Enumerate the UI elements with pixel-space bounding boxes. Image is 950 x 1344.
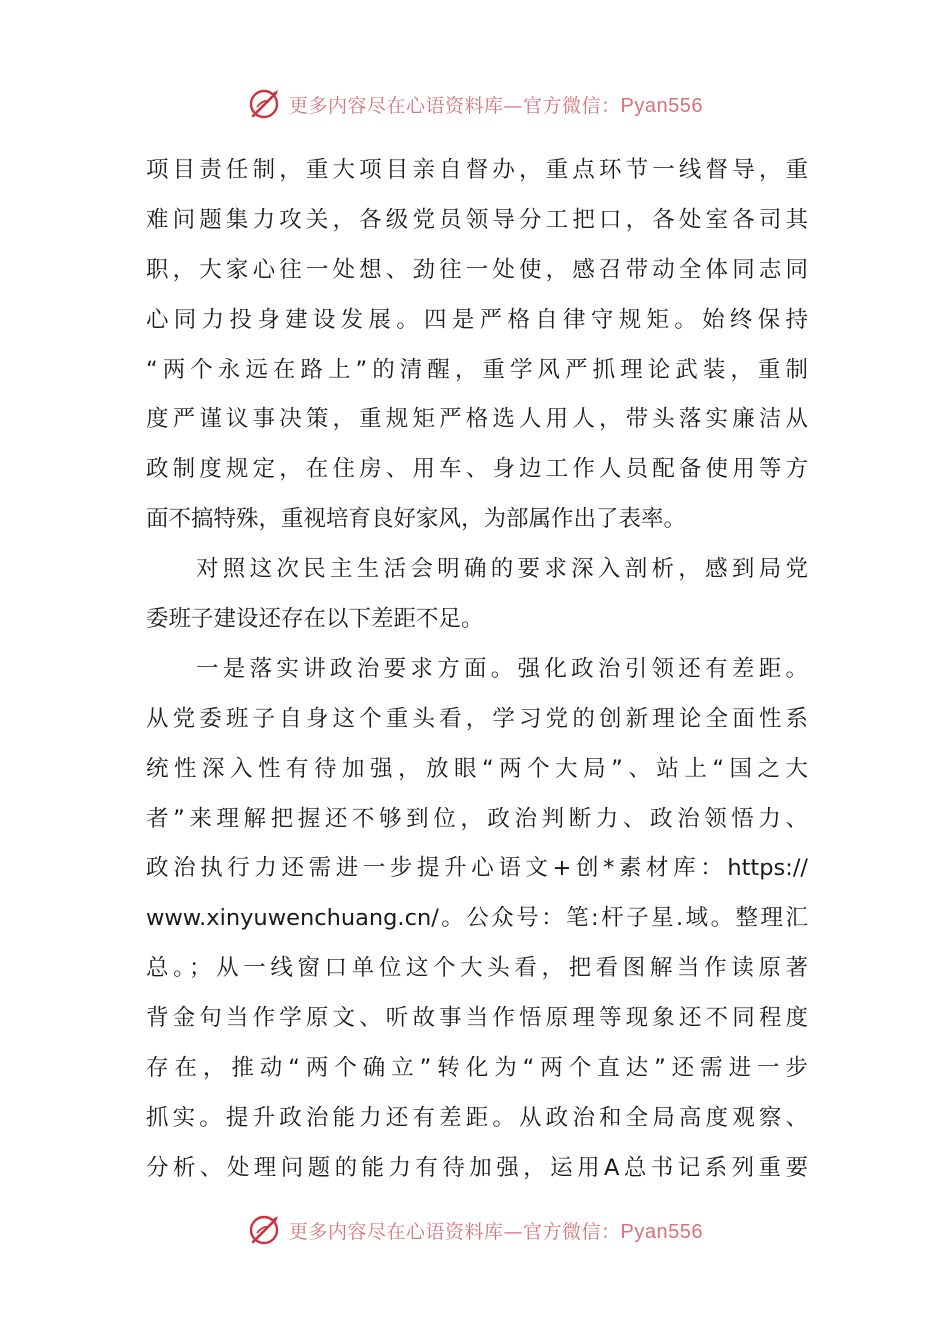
body-line-10: 委班子建设还存在以下差距不足。 bbox=[146, 606, 484, 633]
body-line-8: 面不搞特殊，重视培育良好家风，为部属作出了表率。 bbox=[146, 506, 687, 533]
body-line-11: 一是落实讲政治要求方面。强化政治引领还有差距。 bbox=[196, 655, 808, 682]
footer-banner-text bbox=[289, 1217, 703, 1244]
body-line-4: 心同力投身建设发展。四是严格自律守规矩。始终保持 bbox=[146, 306, 808, 333]
body-line-13: 统性深入性有待加强，放眼“两个大局”、站上“国之大 bbox=[146, 755, 808, 782]
body-line-20: 抓实。提升政治能力还有差距。从政治和全局高度观察、 bbox=[146, 1104, 808, 1131]
body-line-2: 难问题集力攻关，各级党员领导分工把口，各处室各司其 bbox=[146, 206, 808, 233]
document-body bbox=[146, 146, 808, 1194]
body-line-15: 政治执行力还需进一步提升心语文+创*素材库：https:// bbox=[146, 855, 808, 882]
body-line-3: 职，大家心往一处想、劲往一处使，感召带动全体同志同 bbox=[146, 256, 808, 283]
body-line-21: 分析、处理问题的能力有待加强，运用A总书记系列重要 bbox=[146, 1154, 808, 1181]
pen-logo-icon bbox=[247, 86, 283, 122]
body-line-9: 对照这次民主生活会明确的要求深入剖析，感到局党 bbox=[196, 556, 808, 583]
body-line-7: 政制度规定，在住房、用车、身边工作人员配备使用等方 bbox=[146, 456, 808, 483]
body-line-6: 度严谨议事决策，重规矩严格选人用人，带头落实廉洁从 bbox=[146, 406, 808, 433]
body-line-5: “两个永远在路上”的清醒，重学风严抓理论武装，重制 bbox=[146, 356, 808, 383]
footer-banner-cn: 更多内容尽在心语资料库—官方微信： bbox=[289, 1220, 621, 1243]
body-line-19: 存在，推动“两个确立”转化为“两个直达”还需进一步 bbox=[146, 1055, 808, 1082]
footer-banner-wechat-id: Pyan556 bbox=[620, 1220, 703, 1243]
body-line-12: 从党委班子自身这个重头看，学习党的创新理论全面性系 bbox=[146, 705, 808, 732]
body-line-1: 项目责任制，重大项目亲自督办，重点环节一线督导，重 bbox=[146, 157, 808, 183]
header-banner-cn: 更多内容尽在心语资料库—官方微信： bbox=[289, 94, 621, 117]
body-line-14: 者”来理解把握还不够到位，政治判断力、政治领悟力、 bbox=[146, 805, 808, 832]
header-banner-text bbox=[289, 91, 703, 118]
body-line-16: www.xinyuwenchuang.cn/。公众号：笔:杆子星.域。整理汇 bbox=[146, 905, 808, 932]
pen-logo-icon bbox=[247, 1212, 283, 1248]
body-line-18: 背金句当作学原文、听故事当作悟原理等现象还不同程度 bbox=[146, 1005, 808, 1032]
header-banner bbox=[0, 84, 950, 124]
body-line-17: 总。；从一线窗口单位这个大头看，把看图解当作读原著 bbox=[146, 955, 808, 982]
footer-banner bbox=[0, 1210, 950, 1250]
header-banner-wechat-id: Pyan556 bbox=[620, 94, 703, 117]
